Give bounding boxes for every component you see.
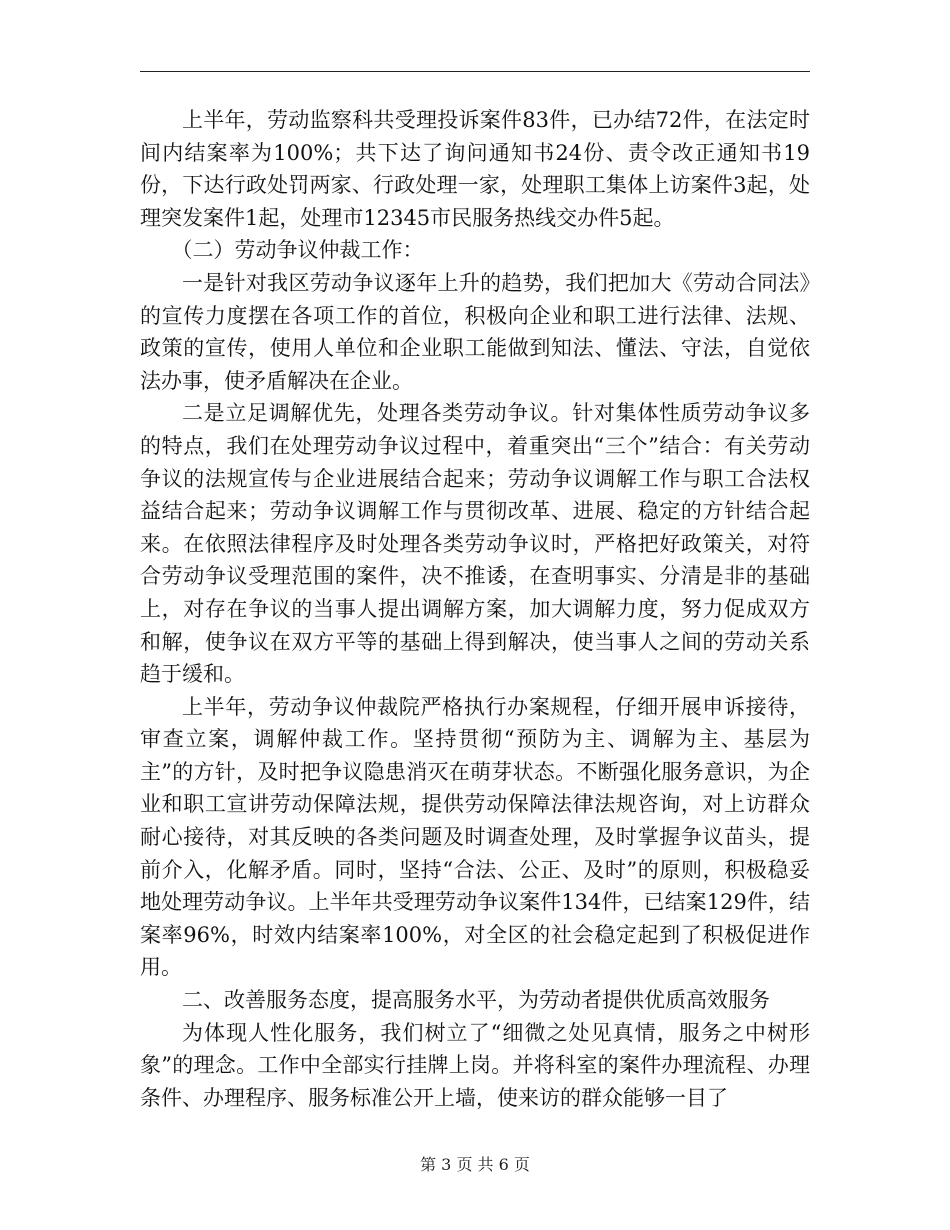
paragraph-humanized-service: 为体现人性化服务，我们树立了“细微之处见真情，服务之中树形象”的理念。工作中全部实行挂牌上岗。并将科室的案件办理流程、办理条件、办理程序、服务标准公开上墙，使来访的群众能够一目了 xyxy=(140,1020,810,1110)
document-body xyxy=(140,104,810,1114)
paragraph-publicity: 一是针对我区劳动争议逐年上升的趋势，我们把加大《劳动合同法》的宣传力度摆在各项工作的首位，积极向企业和职工进行法律、法规、政策的宣传，使用人单位和企业职工能做到知法、懂法、守法，自觉依法办事，使矛盾解决在企业。 xyxy=(140,270,810,393)
paragraph-labor-supervision: 上半年，劳动监察科共受理投诉案件83件，已办结72件，在法定时间内结案率为100%；共下达了询问通知书24份、责令改正通知书19份，下达行政处罚两家、行政处理一家，处理职工集体上访案件3起，处理突发案件1起，处理市12345市民服务热线交办件5起。 xyxy=(140,108,810,230)
page-number: 第 3 页 共 6 页 xyxy=(420,1155,530,1174)
section-heading-service: 二、改善服务态度，提高服务水平，为劳动者提供优质高效服务 xyxy=(182,988,770,1013)
paragraph-arbitration-court: 上半年，劳动争议仲裁院严格执行办案规程，仔细开展申诉接待，审查立案，调解仲裁工作。坚持贯彻“预防为主、调解为主、基层为主”的方针，及时把争议隐患消灭在萌芽状态。不断强化服务意识，为企业和职工宣讲劳动保障法规，提供劳动保障法律法规咨询，对上访群众耐心接待，对其反映的各类问题及时调查处理，及时掌握争议苗头，提前介入，化解矛盾。同时，坚持“合法、公正、及时”的原则，积极稳妥地处理劳动争议。上半年共受理劳动争议案件134件，已结案129件，结案率96%，时效内结案率100%，对全区的社会稳定起到了积极促进作用。 xyxy=(140,694,810,980)
header-rule xyxy=(140,71,810,72)
paragraph-mediation: 二是立足调解优先，处理各类劳动争议。针对集体性质劳动争议多的特点，我们在处理劳动争议过程中，着重突出“三个”结合：有关劳动争议的法规宣传与企业进展结合起来；劳动争议调解工作与职工合法权益结合起来；劳动争议调解工作与贯彻改革、进展、稳定的方针结合起来。在依照法律程序及时处理各类劳动争议时，严格把好政策关，对符合劳动争议受理范围的案件，决不推诿，在查明事实、分清是非的基础上，对存在争议的当事人提出调解方案，加大调解力度，努力促成双方和解，使争议在双方平等的基础上得到解决，使当事人之间的劳动关系趋于缓和。 xyxy=(140,401,810,687)
section-heading-arbitration: （二）劳动争议仲裁工作： xyxy=(171,238,424,263)
